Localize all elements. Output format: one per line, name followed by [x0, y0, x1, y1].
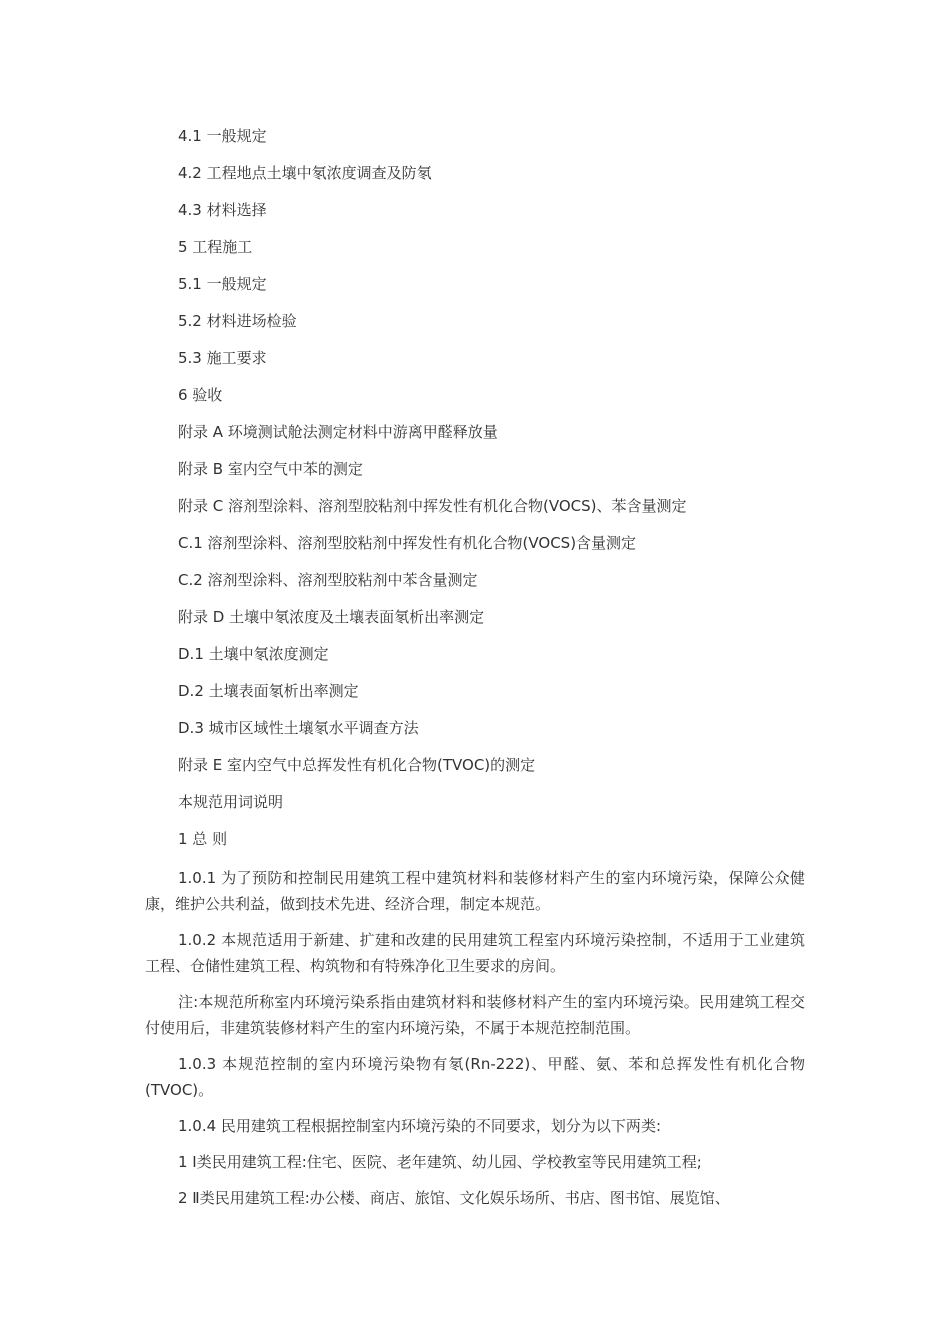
list-item-paragraph: 1 Ⅰ类民用建筑工程:住宅、医院、老年建筑、幼儿园、学校教室等民用建筑工程;	[178, 1153, 702, 1171]
toc-line: D.2 土壤表面氡析出率测定	[178, 682, 359, 700]
toc-line: D.3 城市区域性土壤氡水平调查方法	[178, 719, 419, 737]
toc-line: 附录 D 土壤中氡浓度及土壤表面氡析出率测定	[178, 608, 485, 626]
toc-line: C.2 溶剂型涂料、溶剂型胶粘剂中苯含量测定	[178, 571, 478, 589]
document-content	[145, 125, 805, 1221]
body-paragraph: 1.0.1 为了预防和控制民用建筑工程中建筑材料和装修材料产生的室内环境污染，保障公众健康，维护公共利益，做到技术先进、经济合理，制定本规范。	[145, 869, 805, 913]
toc-line: 本规范用词说明	[178, 793, 284, 811]
toc-line: 5.2 材料进场检验	[178, 312, 297, 330]
body-paragraph: 1.0.3 本规范控制的室内环境污染物有氡(Rn-222)、甲醛、氨、苯和总挥发性有机化合物(TVOC)。	[145, 1055, 805, 1099]
toc-line: 6 验收	[178, 386, 223, 404]
toc-line: 4.3 材料选择	[178, 201, 267, 219]
toc-line: C.1 溶剂型涂料、溶剂型胶粘剂中挥发性有机化合物(VOCS)含量测定	[178, 534, 637, 552]
toc-line: D.1 土壤中氡浓度测定	[178, 645, 329, 663]
toc-line: 5.1 一般规定	[178, 275, 267, 293]
toc-line: 附录 B 室内空气中苯的测定	[178, 460, 363, 478]
toc-line: 4.2 工程地点土壤中氡浓度调查及防氡	[178, 164, 432, 182]
list-item-paragraph: 2 Ⅱ类民用建筑工程:办公楼、商店、旅馆、文化娱乐场所、书店、图书馆、展览馆、	[178, 1189, 730, 1207]
toc-line: 5 工程施工	[178, 238, 253, 256]
toc-line: 5.3 施工要求	[178, 349, 267, 367]
toc-line: 附录 E 室内空气中总挥发性有机化合物(TVOC)的测定	[178, 756, 536, 774]
chapter-heading: 1 总 则	[178, 830, 228, 848]
toc-line: 4.1 一般规定	[178, 127, 267, 145]
toc-line: 附录 A 环境测试舱法测定材料中游离甲醛释放量	[178, 423, 498, 441]
body-paragraph: 1.0.4 民用建筑工程根据控制室内环境污染的不同要求，划分为以下两类:	[178, 1117, 661, 1135]
toc-line: 附录 C 溶剂型涂料、溶剂型胶粘剂中挥发性有机化合物(VOCS)、苯含量测定	[178, 497, 687, 515]
note-paragraph: 注:本规范所称室内环境污染系指由建筑材料和装修材料产生的室内环境污染。民用建筑工程交付使用后，非建筑装修材料产生的室内环境污染，不属于本规范控制范围。	[145, 993, 805, 1037]
body-paragraph: 1.0.2 本规范适用于新建、扩建和改建的民用建筑工程室内环境污染控制，不适用于工业建筑工程、仓储性建筑工程、构筑物和有特殊净化卫生要求的房间。	[145, 931, 805, 975]
